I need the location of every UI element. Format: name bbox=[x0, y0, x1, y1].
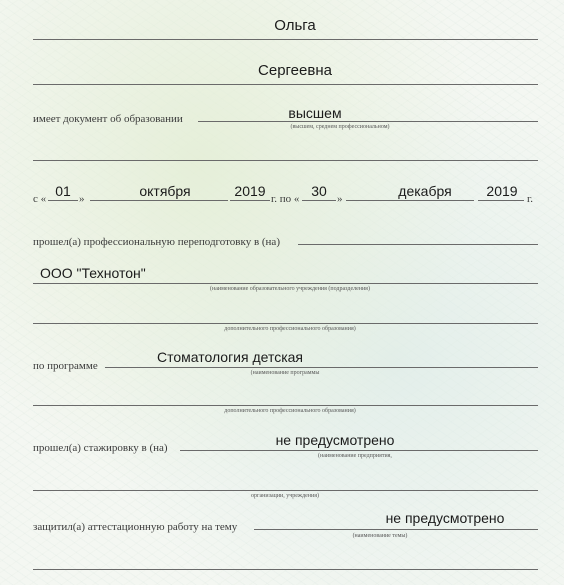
retraining-label: прошел(а) профессиональную переподготовку в (на) bbox=[33, 236, 280, 248]
patronymic-underline bbox=[33, 84, 538, 85]
program-label: по программе bbox=[33, 360, 98, 372]
period-from-year-underline bbox=[230, 200, 270, 201]
first-name-underline bbox=[33, 39, 538, 40]
first-name: Ольга bbox=[274, 17, 316, 34]
period-year-suffix: г. bbox=[527, 193, 534, 205]
period-from-month: октября bbox=[139, 183, 191, 199]
internship-hint: (наименование предприятия, bbox=[318, 453, 392, 459]
period-to-quote-close: » bbox=[337, 193, 343, 205]
period-to-prefix: г. по « bbox=[271, 193, 300, 205]
thesis-extra-line bbox=[33, 569, 538, 570]
retraining-label-underline bbox=[298, 244, 538, 245]
period-from-day-underline bbox=[48, 200, 78, 201]
retraining-value: ООО "Технотон" bbox=[40, 265, 146, 281]
period-to-day-underline bbox=[302, 200, 336, 201]
retraining-underline bbox=[33, 283, 538, 284]
retraining-hint2: дополнительного профессионального образования) bbox=[224, 326, 356, 332]
thesis-label: защитил(а) аттестационную работу на тему bbox=[33, 521, 238, 533]
thesis-hint: (наименование темы) bbox=[352, 533, 408, 539]
thesis-underline bbox=[254, 529, 538, 530]
program-value: Стоматология детская bbox=[156, 349, 304, 365]
period-from-month-underline bbox=[90, 200, 228, 201]
period-to-year: 2019 bbox=[486, 183, 518, 199]
program-hint2: дополнительного профессионального образования) bbox=[224, 408, 356, 414]
retraining-hint: (наименование образовательного учреждения (подразделения) bbox=[210, 286, 370, 292]
period-from-quote-close: » bbox=[79, 193, 85, 205]
period-to-month-underline bbox=[346, 200, 474, 201]
internship-underline bbox=[180, 450, 538, 451]
internship-label: прошел(а) стажировку в (на) bbox=[33, 442, 168, 454]
education-hint: (высшем, среднем профессиональном) bbox=[290, 124, 390, 130]
period-to-day: 30 bbox=[311, 183, 327, 199]
program-extra-line bbox=[33, 405, 538, 406]
period-from-day: 01 bbox=[55, 183, 71, 199]
internship-extra-line bbox=[33, 490, 538, 491]
education-label: имеет документ об образовании bbox=[33, 113, 183, 125]
education-extra-line bbox=[33, 160, 538, 161]
education-underline bbox=[198, 121, 538, 122]
internship-hint2: организации, учреждения) bbox=[251, 493, 319, 499]
retraining-extra-line bbox=[33, 323, 538, 324]
period-from-prefix: с « bbox=[33, 193, 47, 205]
internship-value: не предусмотрено bbox=[275, 432, 395, 448]
education-value: высшем bbox=[288, 105, 342, 121]
period-to-month: декабря bbox=[398, 183, 452, 199]
program-underline bbox=[105, 367, 538, 368]
patronymic: Сергеевна bbox=[258, 62, 332, 79]
thesis-value: не предусмотрено bbox=[385, 510, 505, 526]
period-to-year-underline bbox=[478, 200, 524, 201]
program-hint: (наименование программы bbox=[250, 370, 320, 376]
period-from-year: 2019 bbox=[234, 183, 266, 199]
